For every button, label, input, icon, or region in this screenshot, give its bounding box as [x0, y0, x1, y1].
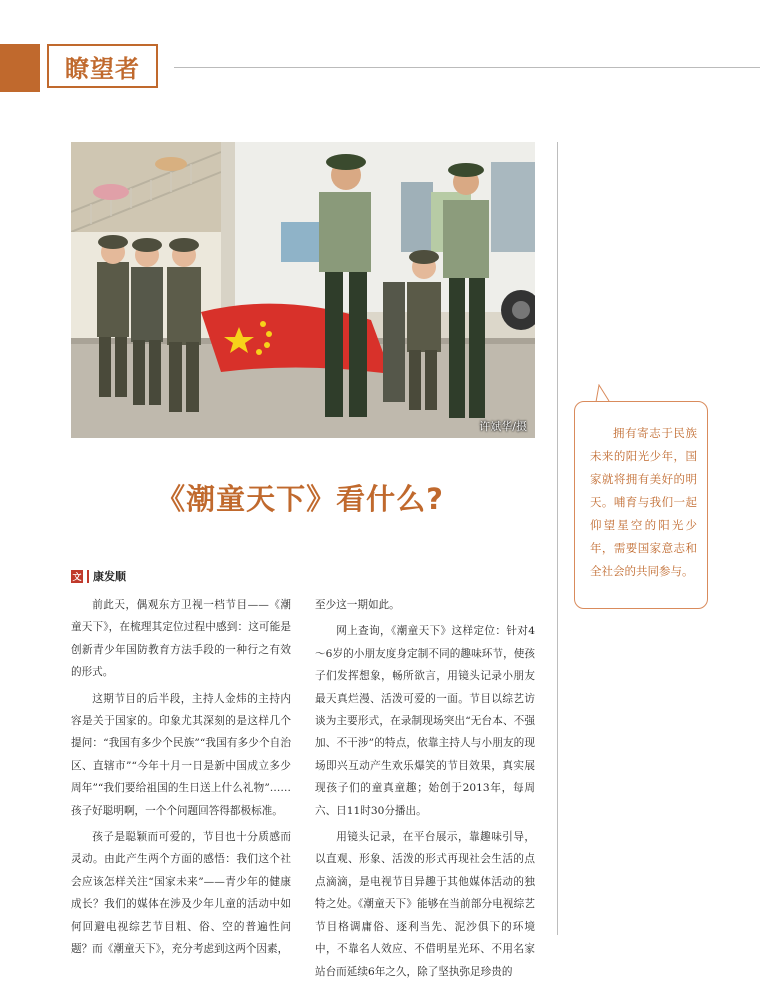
- paragraph: 这期节目的后半段，主持人金炜的主持内容是关于国家的。印象尤其深刻的是这样几个提问：“我国有多少个民族”“我国有多少个自治区、直辖市”“今年十月一日是新中国成立多少周年”“我们要给祖国的生日送上什么礼物”……孩子好聪明啊，一个个问题回答得都极标准。: [71, 692, 291, 817]
- paragraph-continuation: 至少这一期如此。: [315, 599, 400, 611]
- column-divider: [557, 142, 558, 935]
- article-column-left: [71, 594, 291, 965]
- section-color-tab: [0, 44, 40, 92]
- article-photo: [71, 142, 535, 438]
- paragraph: 网上查询，《潮童天下》这样定位：针对4～6岁的小朋友度身定制不同的趣味环节，使孩子们发挥想象，畅所欲言，用镜头记录小朋友最天真烂漫、活泼可爱的一面。节目以综艺访谈为主要形式，在录制现场突出“无台本、不强加、不干涉”的特点，依靠主持人与小朋友的现场即兴互动产生欢乐爆笑的节目效果，真实展现孩子们的童真童趣；始创于2013年，每周六、日11时30分播出。: [315, 625, 535, 817]
- byline-bar: [87, 570, 89, 583]
- header-rule: [174, 67, 760, 68]
- byline-mark: 文: [71, 570, 83, 583]
- paragraph: 前此天，偶观东方卫视一档节目——《潮童天下》，在梳理其定位过程中感到：这可能是创新青少年国防教育方法手段的一种行之有效的形式。: [71, 599, 291, 679]
- paragraph: 用镜头记录，在平台展示，靠趣味引导，以直观、形象、活泼的形式再现社会生活的点点滴滴，是电视节目异趣于其他媒体活动的独特之处。《潮童天下》能够在当前部分电视综艺节目格调庸俗、逐利当先、泥沙俱下的环境中，不靠名人效应、不借明星光环、不用名家站台而延续6年之久，除了坚执弥足珍贵的: [315, 831, 535, 978]
- byline: [71, 568, 126, 584]
- paragraph: 孩子是聪颖而可爱的，节目也十分质感而灵动。由此产生两个方面的感悟：我们这个社会应该怎样关注“国家未来”——青少年的健康成长？我们的媒体在涉及少年儿童的活动中如何回避电视综艺节目粗、俗、空的普遍性问题？而《潮童天下》，充分考虑到这两个因素，: [71, 831, 291, 956]
- article-headline: 《潮童天下》看什么?: [156, 482, 444, 516]
- column-header: [47, 44, 158, 88]
- article-column-right: [315, 594, 535, 987]
- column-name: 瞭望者: [65, 54, 140, 83]
- author-name: 康发顺: [93, 570, 126, 583]
- photo-credit: 许斌华/摄: [479, 420, 527, 433]
- pull-quote-text: 拥有寄志于民族未来的阳光少年，国家就将拥有美好的明天。哺育与我们一起仰望星空的阳光少年，需要国家意志和全社会的共同参与。: [590, 426, 697, 578]
